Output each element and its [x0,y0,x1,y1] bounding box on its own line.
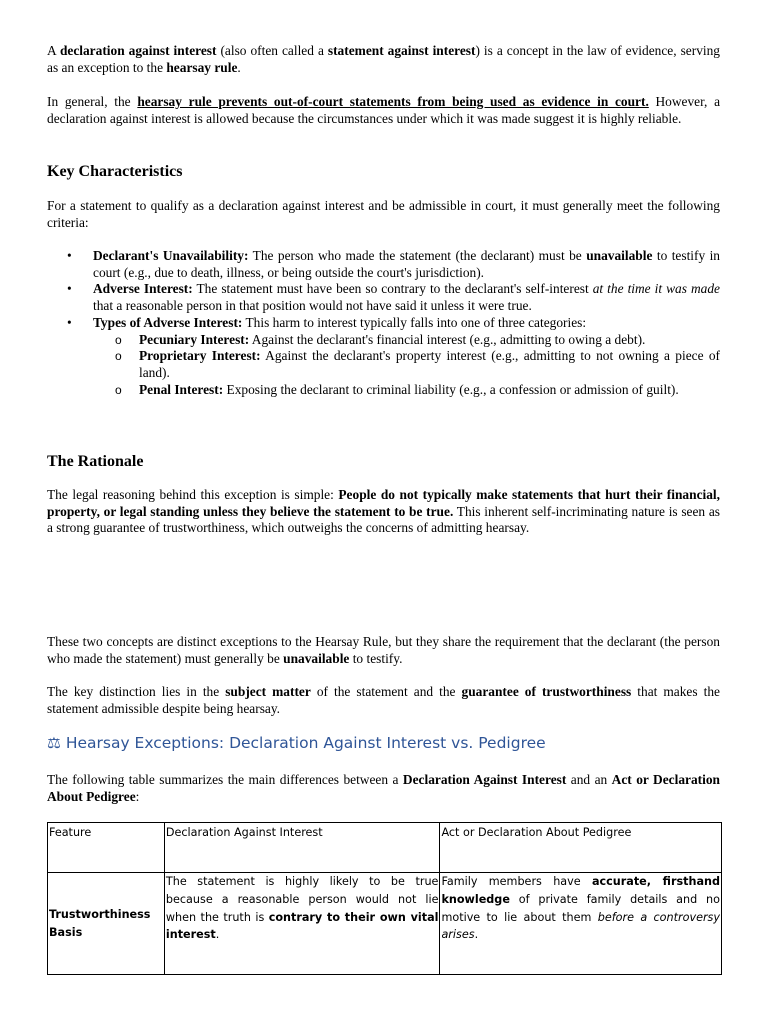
text-run: : [135,788,140,804]
table-intro-paragraph [47,772,720,805]
intro-paragraph [47,43,720,76]
criterion-label: Declarant's Unavailability: [93,248,249,263]
emphasis-italic: before a controversy arises [441,910,720,942]
list-item-penal [93,382,720,399]
text-run: to testify in court (e.g., due to death, illness, or being outside the court's jurisdiction). [93,248,721,280]
text-run: The person who made the statement (the declarant) must be [248,248,587,263]
text-run: This inherent self-incriminating nature is seen as a strong guarantee of trustworthiness, which outweighs the concerns of admitting hearsay. [47,503,720,536]
text-run: that a reasonable person in that position would not have said it unless it were true. [93,298,532,314]
text-run: Against the declarant's property interest (e.g., admitting to not owning a piece of land). [139,348,721,380]
emphasis: Act or Declaration About Pedigree [47,772,720,804]
rationale-paragraph [47,487,720,537]
text-run: In general, the [47,94,138,109]
table-row [48,873,722,975]
sub-bullet-icon: o [115,382,122,397]
text-run: A [47,43,60,58]
term-statement-against-interest: statement against interest [327,43,476,58]
emphasis: accurate, firsthand knowledge [441,875,720,906]
bullet-icon: • [67,281,72,297]
row-feature-cell [48,873,165,975]
text-run: of private family details and no motive to lie about them [441,892,720,924]
sub-bullet-icon: o [115,349,122,364]
text-run: However, a declaration against interest is allowed because the circumstances under which it was made suggest it is highly reliable. [47,94,721,126]
text-run: The statement must have been so contrary to the declarant's self-interest [192,281,593,297]
type-label: Pecuniary Interest: [139,331,250,347]
list-item-types-of-adverse-interest [47,315,720,399]
criteria-intro-paragraph: For a statement to qualify as a declaration against interest and be admissible in court, it must generally meet the following criteria: [47,198,720,230]
list-item-pecuniary [93,332,720,349]
heading-comparison: ⚖ Hearsay Exceptions: Declaration Against Interest vs. Pedigree [47,734,546,752]
row-pedigree-cell [440,873,722,975]
emphasis: contrary to their own vital interest [165,910,439,942]
text-run: The statement is highly likely to be true because a reasonable person would not lie when the truth is [165,875,439,924]
term-hearsay-rule: hearsay rule [166,59,238,75]
text-run: and an [566,772,612,787]
bullet-icon: • [67,314,72,330]
text-run: of the statement and the [310,684,462,699]
interest-types-list [93,332,720,399]
hearsay-rule-definition: hearsay rule prevents out-of-court statements from being used as evidence in court. [137,94,649,109]
text-run: Family members have [441,875,592,888]
emphasis: unavailable [283,650,350,666]
criteria-list [47,248,720,398]
distinct-exceptions-paragraph [47,634,720,667]
term-declaration-against-interest: declaration against interest [59,43,217,58]
heading-key-characteristics: Key Characteristics [47,163,183,180]
feature-label: Trustworthiness Basis [49,907,151,939]
text-run: The key distinction lies in the [47,684,226,699]
text-run: ) is a concept in the law of evidence, serving as an exception to the [47,43,721,75]
type-label: Penal Interest: [139,381,224,397]
comparison-table [47,822,722,975]
type-label: Proprietary Interest: [139,348,261,364]
header-declaration-against-interest: Declaration Against Interest [164,823,440,873]
text-run: . [215,928,220,942]
list-item-unavailability [47,248,720,281]
emphasis-italic: at the time it was made [592,281,720,297]
table-header-row [48,823,722,873]
emphasis: Declaration Against Interest [402,772,567,787]
header-pedigree: Act or Declaration About Pedigree [440,823,722,873]
sub-bullet-icon: o [115,332,122,347]
emphasis: unavailable [586,248,653,263]
header-feature: Feature [48,823,165,873]
general-paragraph [47,94,720,127]
emphasis: subject matter [225,684,311,699]
text-run: . [237,59,241,75]
emphasis: guarantee of trustworthiness [461,684,632,699]
bullet-icon: • [67,248,72,263]
text-run: The legal reasoning behind this exception is simple: [47,487,339,502]
list-item-adverse-interest [47,281,720,314]
text-run: . [474,928,479,942]
text-run: These two concepts are distinct exceptions to the Hearsay Rule, but they share the requirement that the declarant (the person who made the statement) must generally be [47,634,720,666]
criterion-label: Types of Adverse Interest: [93,314,243,330]
key-distinction-paragraph [47,684,720,717]
row-dai-cell [164,873,440,975]
heading-rationale: The Rationale [47,453,144,470]
text-run: that makes the statement admissible despite being hearsay. [47,684,720,716]
text-run: to testify. [349,650,403,666]
text-run: This harm to interest typically falls into one of three categories: [242,314,587,330]
text-run: (also often called a [216,43,328,58]
text-run: The following table summarizes the main differences between a [47,772,403,787]
criterion-label: Adverse Interest: [93,281,193,297]
list-item-proprietary [93,348,720,381]
text-run: Exposing the declarant to criminal liability (e.g., a confession or admission of guilt). [223,381,679,397]
text-run: Against the declarant's financial interest (e.g., admitting to owing a debt). [249,331,646,347]
emphasis: People do not typically make statements that hurt their financial, property, or legal standing unless they believe the statement to be true. [47,487,720,519]
